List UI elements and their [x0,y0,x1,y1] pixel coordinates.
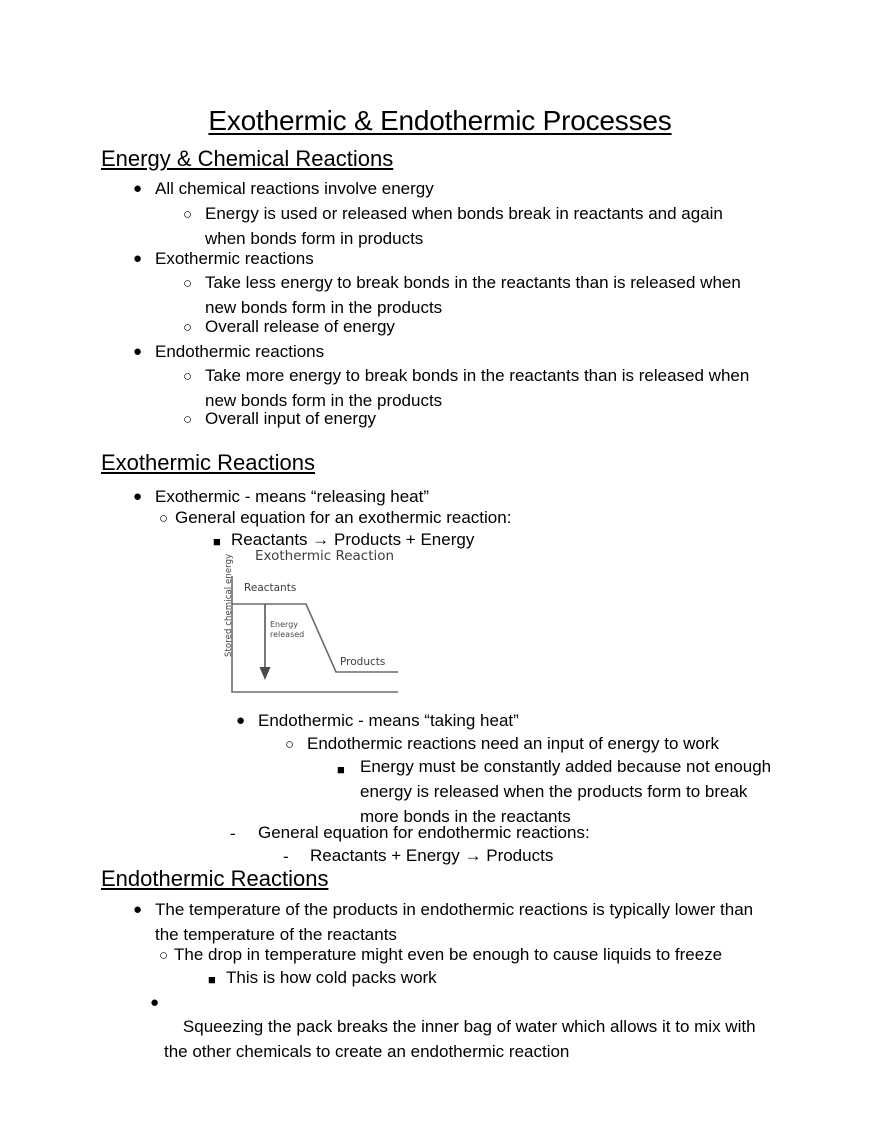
diagram-y-axis-label: Stored chemical energy [224,553,234,657]
diagram-products-label: Products [340,656,386,668]
list-bullet: ● [150,994,160,1011]
list-bullet: ○ [183,368,193,385]
list-bullet: - [230,824,236,843]
list-bullet: ● [133,343,143,360]
page-title-text: Exothermic & Endothermic Processes [208,105,672,136]
list-bullet: ■ [208,972,216,987]
list-item: Energy must be constantly added because not enough energy is released when the products form to break more bonds in the reactants [360,757,776,826]
list-item: Endothermic reactions need an input of energy to work [307,734,720,753]
list-bullet: ○ [285,736,295,753]
section-heading-endothermic-reactions: Endothermic Reactions [101,866,329,891]
list-item: Overall release of energy [205,317,395,336]
diagram-energy-arrow-head [260,667,271,680]
list-item: Take less energy to break bonds in the reactants than is released when new bonds form in the products [205,273,746,317]
list-item: Squeezing the pack breaks the inner bag of water which allows it to mix with the other chemicals to create an endothermic reaction [164,1017,761,1061]
section-heading-exothermic-reactions: Exothermic Reactions [101,450,315,475]
list-item: Exothermic reactions [155,249,314,268]
list-bullet: ■ [337,762,345,777]
list-item: Endothermic - means “taking heat” [258,711,519,730]
list-bullet: - [283,847,289,866]
list-item: The drop in temperature might even be enough to cause liquids to freeze [174,945,723,964]
list-item: Energy is used or released when bonds break in reactants and again when bonds form in products [205,204,728,248]
list-bullet: ○ [183,411,193,428]
list-bullet: ○ [183,206,193,223]
list-item: General equation for endothermic reactions: [258,823,590,842]
list-item: Reactants → Products + Energy [231,530,475,549]
list-bullet: ● [236,712,246,729]
section-heading-energy-chemical-reactions: Energy & Chemical Reactions [101,146,394,171]
list-bullet: ● [133,180,143,197]
list-item: Reactants + Energy → Products [310,846,554,865]
list-bullet: ○ [183,319,193,336]
list-bullet: ● [133,488,143,505]
list-item: The temperature of the products in endothermic reactions is typically lower than the temperature of the reactants [155,900,758,944]
list-item: All chemical reactions involve energy [155,179,434,198]
list-item: Overall input of energy [205,409,377,428]
page-title [0,104,880,138]
list-item: Endothermic reactions [155,342,325,361]
diagram-title: Exothermic Reaction [255,548,395,564]
list-item: This is how cold packs work [226,968,437,987]
list-bullet: ○ [159,947,169,964]
list-item: Take more energy to break bonds in the reactants than is released when new bonds form in the products [205,366,755,410]
list-bullet: ● [133,250,143,267]
diagram-energy-released-label: Energy released [270,620,305,639]
diagram-reactants-label: Reactants [244,582,297,594]
list-bullet: ○ [159,510,169,527]
list-bullet: ● [133,901,143,918]
list-bullet: ○ [183,275,193,292]
list-item: Exothermic - means “releasing heat” [155,487,430,506]
list-bullet: ■ [213,534,221,549]
list-item: General equation for an exothermic reaction: [175,508,512,527]
